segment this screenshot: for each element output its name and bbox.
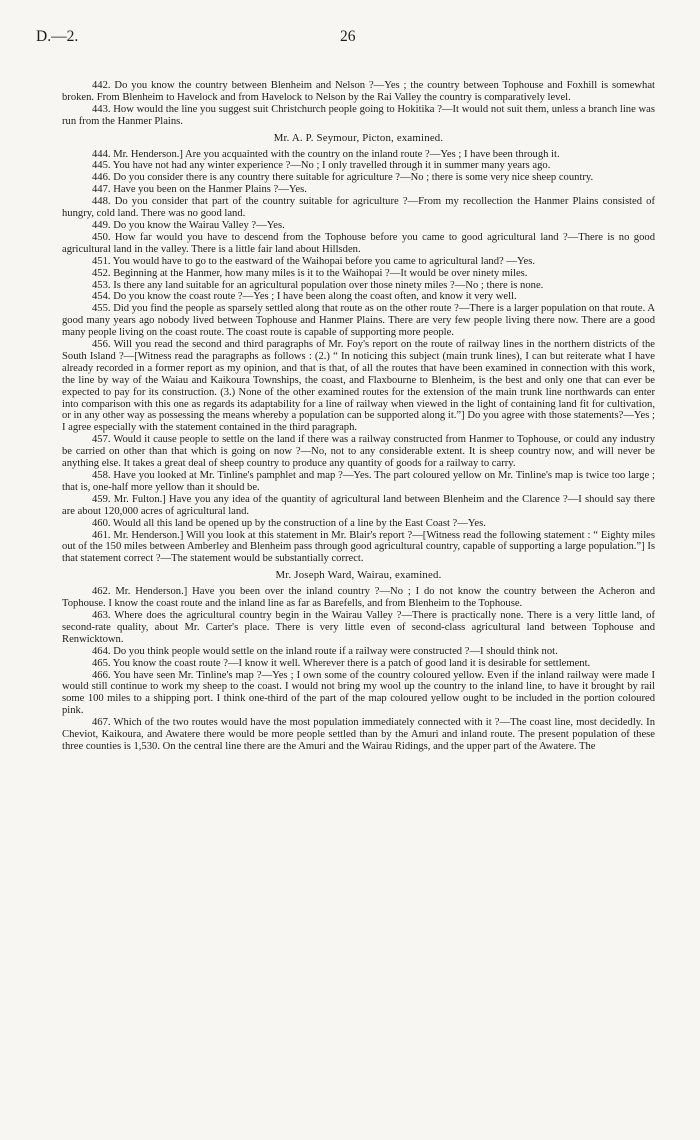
question-paragraph: 457. Would it cause people to settle on the land if there was a railway constructed from Hanmer to Tophouse, or could any industry be carried on other than that which is going on now ?—No, not to any considerable extent. It is sheep country now, and will never be anything else. It takes a great deal of sheep country to produce any quantity of goods for a railway to carry. <box>62 434 655 470</box>
question-paragraph: 449. Do you know the Wairau Valley ?—Yes. <box>92 219 285 231</box>
question-paragraph: 466. You have seen Mr. Tinline's map ?—Yes ; I own some of the country coloured yellow. Even if the inland railway were made I would still continue to work my sheep to the coast. I would not bring my wool up the country to the inland line, to have it brought by rail some 100 miles to a shipping port. I think one-third of the part of the map coloured yellow ought to be included in the portion coloured pink. <box>62 669 655 717</box>
question-paragraph: 450. How far would you have to descend from the Tophouse before you came to good agricultural land ?—There is no good agricultural land in the valley. There is a little fair land about Hillsden. <box>62 231 655 255</box>
page-header <box>0 28 700 50</box>
question-paragraph: 467. Which of the two routes would have the most population immediately connected with it ?—The coast line, most decidedly. In Cheviot, Kaikoura, and Awatere there would be more people settled than by the Amuri and inland route. The present population of these three counties is 1,530. On the central line there are the Amuri and the Wairau Ridings, and the upper part of the Awatere. The <box>62 717 655 752</box>
question-paragraph: 444. Mr. Henderson.] Are you acquainted with the country on the inland route ?—Yes ; I have been through it. <box>92 148 560 160</box>
question-paragraph: 452. Beginning at the Hanmer, how many miles is it to the Waihopai ?—It would be over ninety miles. <box>92 267 528 279</box>
question-paragraph: 456. Will you read the second and third paragraphs of Mr. Foy's report on the route of railway lines in the northern districts of the South Island ?—[Witness read the paragraphs as follows : (2.) “ In noticing this subject (main trunk lines), I can but reiterate what I have already recorded in a former report as my opinion, and that is that, of all the routes that have been examined in connection with this work, the line by way of the Waiau and Kaikoura Townships, the coast, and Flaxbourne to Blenheim, is the best and only one that can ever be expected to pay for its construction. (3.) None of the other examined routes for the extension of the main trunk line northwards can enter into comparison with this one as regards its adaptability for a line of railway when viewed in the light of containing land fit for cultivation, or in any other way as possessing the means whereby a population can be supported along it.”] Do you agree with those statements?—Yes ; I agree especially with the statement contained in the third paragraph. <box>62 339 655 434</box>
witness-heading: Mr. Joseph Ward, Wairau, examined. <box>275 569 442 582</box>
question-paragraph: 451. You would have to go to the eastward of the Waihopai before you came to agricultural land? —Yes. <box>92 255 536 267</box>
question-paragraph: 462. Mr. Henderson.] Have you been over the inland country ?—No ; I do not know the country between the Acheron and Tophouse. I know the coast route and the inland line as far as Barefells, and from Blenheim to the Tophouse. <box>62 586 655 610</box>
question-paragraph: 448. Do you consider that part of the country suitable for agriculture ?—From my recollection the Hanmer Plains consisted of hungry, cold land. There was no good land. <box>62 196 655 220</box>
question-paragraph: 461. Mr. Henderson.] Will you look at this statement in Mr. Blair's report ?—[Witness read the following statement : “ Eighty miles out of the 150 miles between Amberley and Blenheim pass through good agricultural country, capable of supporting a large population.”] Is that statement correct ?—The statement would be substantially correct. <box>62 529 655 565</box>
question-paragraph: 463. Where does the agricultural country begin in the Wairau Valley ?—There is practically none. There is a very little land, of second-rate quality, about Mr. Carter's place. There is very little even of second-class agricultural land between Tophouse and Renwicktown. <box>62 609 655 645</box>
question-paragraph: 465. You know the coast route ?—I know it well. Wherever there is a patch of good land it is desirable for settlement. <box>92 657 591 669</box>
question-paragraph: 445. You have not had any winter experience ?—No ; I only travelled through it in summer many years ago. <box>92 160 551 172</box>
question-paragraph: 454. Do you know the coast route ?—Yes ; I have been along the coast often, and know it very well. <box>92 291 517 303</box>
witness-heading: Mr. A. P. Seymour, Picton, examined. <box>273 131 444 144</box>
document-body <box>62 80 655 753</box>
page-number: 26 <box>340 28 356 45</box>
question-paragraph: 459. Mr. Fulton.] Have you any idea of the quantity of agricultural land between Blenheim and the Clarence ?—I should say there are about 120,000 acres of agricultural land. <box>62 493 655 517</box>
question-paragraph: 455. Did you find the people as sparsely settled along that route as on the other route ?—There is a larger population on that route. A good many years ago nobody lived between Tophouse and Hanmer Plains. There are very few people living there now. There are a good many people living on the coast route. The coast route is capable of supporting more people. <box>62 303 655 339</box>
question-paragraph: 446. Do you consider there is any country there suitable for agriculture ?—No ; there is some very nice sheep country. <box>92 172 594 184</box>
question-paragraph: 458. Have you looked at Mr. Tinline's pamphlet and map ?—Yes. The part coloured yellow on Mr. Tinline's map is twice too large ; that is, one-half more yellow than it should be. <box>62 470 655 493</box>
question-paragraph: 453. Is there any land suitable for an agricultural population over those ninety miles ?—No ; there is none. <box>92 279 544 291</box>
question-paragraph: 442. Do you know the country between Blenheim and Nelson ?—Yes ; the country between Tophouse and Foxhill is somewhat broken. From Blenheim to Havelock and from Havelock to Nelson by the Rai Valley the country is comparatively level. <box>62 80 655 103</box>
document-reference: D.—2. <box>36 28 79 45</box>
question-paragraph: 460. Would all this land be opened up by the construction of a line by the East Coast ?—Yes. <box>92 517 486 529</box>
question-paragraph: 447. Have you been on the Hanmer Plains ?—Yes. <box>92 184 307 196</box>
question-paragraph: 443. How would the line you suggest suit Christchurch people going to Hokitika ?—It would not suit them, unless a branch line was run from the Hanmer Plains. <box>62 103 655 127</box>
question-paragraph: 464. Do you think people would settle on the inland route if a railway were constructed ?—I should think not. <box>92 645 558 657</box>
